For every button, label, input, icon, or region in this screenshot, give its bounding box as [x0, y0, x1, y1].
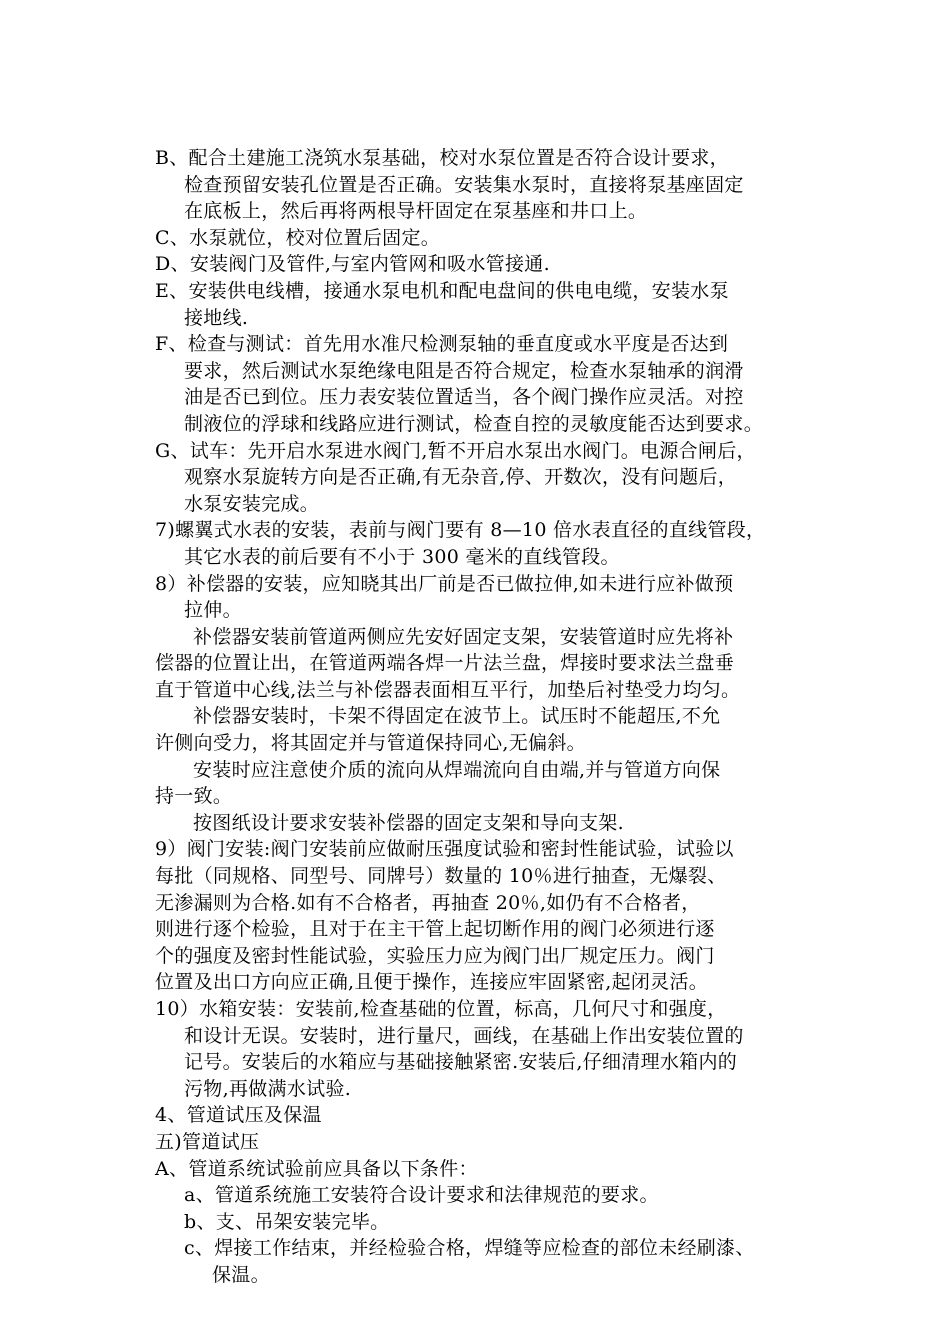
text-line: 偿器的位置让出，在管道两端各焊一片法兰盘，焊接时要求法兰盘垂: [155, 652, 735, 675]
text-line: 其它水表的前后要有不小于 300 毫米的直线管段。: [184, 545, 620, 568]
text-line: 直于管道中心线,法兰与补偿器表面相互平行，加垫后衬垫受力均匀。: [155, 678, 741, 701]
text-line: 7)螺翼式水表的安装，表前与阀门要有 8—10 倍水表直径的直线管段，: [155, 519, 766, 542]
text-line: B、配合土建施工浇筑水泵基础，校对水泵位置是否符合设计要求，: [155, 147, 729, 169]
text-line: 8）补偿器的安装，应知晓其出厂前是否已做拉伸,如未进行应补做预: [155, 572, 734, 595]
text-line: 持一致。: [155, 785, 233, 808]
text-line: 记号。安装后的水箱应与基础接触紧密.安装后,仔细清理水箱内的: [184, 1051, 738, 1074]
text-line: 个的强度及密封性能试验，实验压力应为阀门出厂规定压力。阀门: [155, 944, 715, 967]
text-line: 位置及出口方向应正确,且便于操作，连接应牢固紧密,起闭灵活。: [155, 971, 709, 994]
text-line: 和设计无误。安装时，进行量尺，画线，在基础上作出安装位置的: [184, 1024, 744, 1047]
text-line: E、安装供电线槽，接通水泵电机和配电盘间的供电电缆，安装水泵: [155, 279, 729, 302]
text-line: 补偿器安装前管道两侧应先安好固定支架，安装管道时应先将补: [193, 625, 734, 648]
text-line: 污物,再做满水试验.: [184, 1077, 352, 1100]
text-line: G、试车：先开启水泵进水阀门,暂不开启水泵出水阀门。电源合闸后，: [155, 439, 756, 462]
text-line: 每批（同规格、同型号、同牌号）数量的 10％进行抽查，无爆裂、: [155, 865, 727, 888]
text-line: 安装时应注意使介质的流向从焊端流向自由端,并与管道方向保: [193, 758, 721, 781]
section-heading: 五)管道试压: [155, 1130, 260, 1153]
text-line: 要求，然后测试水泵绝缘电阻是否符合规定，检查水泵轴承的润滑: [184, 359, 744, 382]
document-body: [155, 145, 855, 1289]
text-line: 许侧向受力，将其固定并与管道保持同心,无偏斜。: [155, 732, 586, 755]
text-line: C、水泵就位，校对位置后固定。: [155, 226, 441, 249]
text-line: 制液位的浮球和线路应进行测试，检查自控的灵敏度能否达到要求。: [184, 412, 764, 435]
text-line: 在底板上，然后再将两根导杆固定在泵基座和井口上。: [184, 200, 648, 223]
list-item: 保温。: [212, 1263, 270, 1286]
text-line: 拉伸。: [184, 599, 242, 622]
text-line: F、检查与测试：首先用水准尺检测泵轴的垂直度或水平度是否达到: [155, 333, 729, 356]
list-item: a、管道系统施工安装符合设计要求和法律规范的要求。: [184, 1184, 659, 1207]
text-line: 按图纸设计要求安装补偿器的固定支架和导向支架.: [193, 811, 624, 834]
text-line: D、安装阀门及管件,与室内管网和吸水管接通.: [155, 253, 550, 276]
text-line: 检查预留安装孔位置是否正确。安装集水泵时，直接将泵基座固定: [184, 173, 744, 196]
text-line: 9）阀门安装:阀门安装前应做耐压强度试验和密封性能试验，试验以: [155, 838, 734, 861]
text-line: 则进行逐个检验，且对于在主干管上起切断作用的阀门必须进行逐: [155, 918, 715, 941]
section-heading: 4、管道试压及保温: [155, 1104, 322, 1127]
text-line: 观察水泵旋转方向是否正确,有无杂音,停、开数次，没有问题后，: [184, 466, 738, 489]
text-line: A、管道系统试验前应具备以下条件：: [155, 1157, 478, 1180]
text-line: 水泵安装完成。: [184, 492, 320, 515]
text-line: 补偿器安装时，卡架不得固定在波节上。试压时不能超压,不允: [193, 705, 721, 728]
text-line: 10）水箱安装：安装前,检查基础的位置，标高，几何尺寸和强度，: [155, 998, 727, 1020]
list-item: b、支、吊架安装完毕。: [184, 1210, 390, 1233]
list-item: c、焊接工作结束，并经检验合格，焊缝等应检查的部位未经刷漆、: [184, 1237, 755, 1260]
text-line: 无渗漏则为合格.如有不合格者，再抽查 20％,如仍有不合格者，: [155, 891, 701, 914]
text-line: 接地线.: [184, 306, 249, 329]
text-line: 油是否已到位。压力表安装位置适当，各个阀门操作应灵活。对控: [184, 386, 744, 409]
